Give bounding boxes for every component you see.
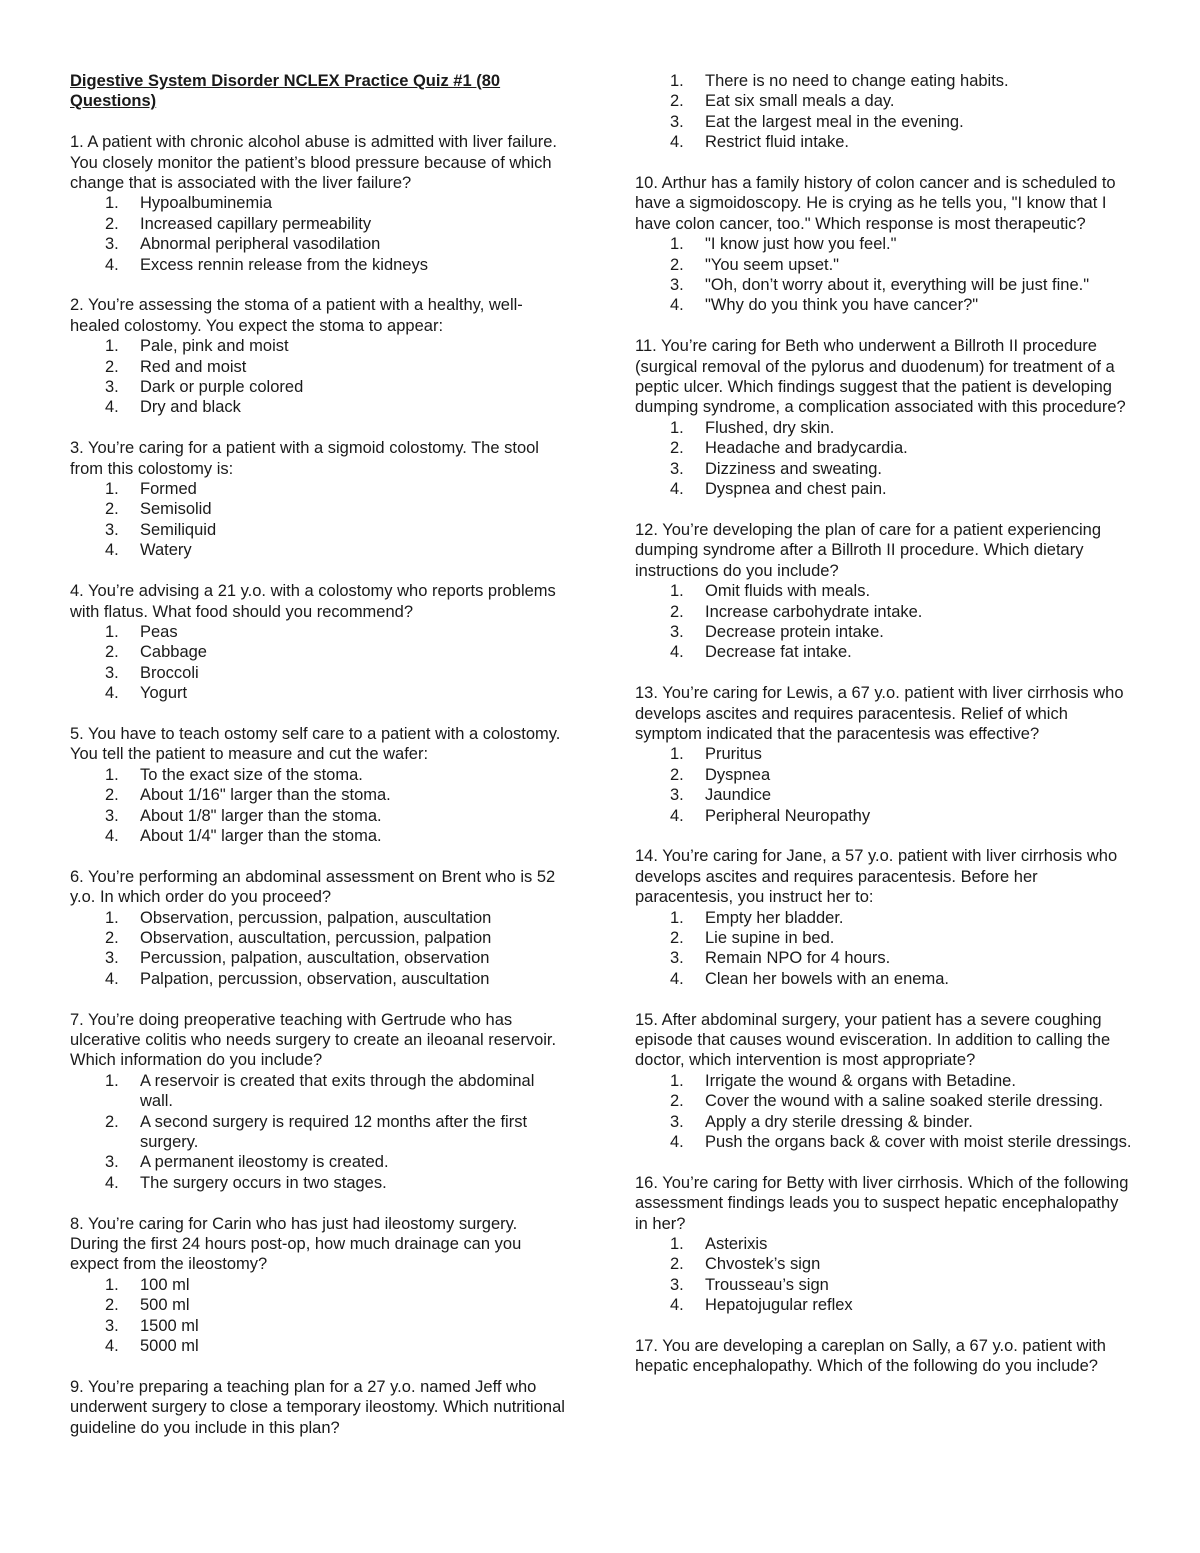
option-number: 2. <box>105 1112 119 1131</box>
option-text: Peripheral Neuropathy <box>705 806 871 825</box>
answer-option <box>70 1295 570 1315</box>
answer-option <box>70 1152 570 1172</box>
option-text: Observation, auscultation, percussion, palpation <box>140 928 492 947</box>
answer-option <box>635 132 1135 152</box>
option-number: 2. <box>670 92 684 111</box>
question-stem: 13. You’re caring for Lewis, a 67 y.o. patient with liver cirrhosis who develops ascites and requires paracentesis. Relief of which symptom indicated that the paracentesis was effective? <box>635 684 1124 743</box>
left-question-list <box>70 132 570 1438</box>
option-text: 500 ml <box>140 1296 190 1315</box>
option-text: Peas <box>140 622 178 641</box>
option-text: Trousseau’s sign <box>705 1275 829 1294</box>
question-stem: 17. You are developing a careplan on Sally, a 67 y.o. patient with hepatic encephalopathy. Which of the following do you include? <box>635 1337 1106 1376</box>
option-text: Cover the wound with a saline soaked sterile dressing. <box>705 1092 1104 1111</box>
option-number: 1. <box>105 622 119 641</box>
option-number: 2. <box>105 500 119 519</box>
question-block <box>70 132 570 275</box>
answer-options <box>70 1071 570 1193</box>
option-number: 1. <box>670 745 684 764</box>
option-text: Lie supine in bed. <box>705 928 835 947</box>
option-number: 4. <box>670 1133 684 1152</box>
option-number: 1. <box>105 1071 119 1090</box>
answer-option <box>70 806 570 826</box>
option-text: About 1/4" larger than the stoma. <box>140 826 382 845</box>
right-column <box>635 71 1135 1397</box>
option-number: 1. <box>105 194 119 213</box>
answer-option <box>635 969 1135 989</box>
option-number: 4. <box>105 1173 119 1192</box>
option-number: 4. <box>670 643 684 662</box>
option-number: 4. <box>670 480 684 499</box>
option-text: 100 ml <box>140 1275 190 1294</box>
answer-option <box>70 785 570 805</box>
option-text: Decrease protein intake. <box>705 622 884 641</box>
option-number: 2. <box>105 928 119 947</box>
answer-option <box>70 663 570 683</box>
answer-option <box>635 581 1135 601</box>
answer-option <box>70 540 570 560</box>
question-block <box>635 71 1135 153</box>
option-number: 1. <box>670 235 684 254</box>
answer-option <box>635 91 1135 111</box>
answer-options <box>635 581 1135 663</box>
option-text: Empty her bladder. <box>705 908 844 927</box>
question-stem: 2. You’re assessing the stoma of a patient with a healthy, well-healed colostomy. You expect the stoma to appear: <box>70 296 523 335</box>
option-number: 3. <box>105 378 119 397</box>
option-number: 1. <box>670 1235 684 1254</box>
answer-option <box>635 295 1135 315</box>
option-number: 1. <box>105 480 119 499</box>
option-text: Dyspnea <box>705 765 771 784</box>
question-stem: 3. You’re caring for a patient with a sigmoid colostomy. The stool from this colostomy is: <box>70 439 539 478</box>
answer-option <box>635 1132 1135 1152</box>
option-text: Clean her bowels with an enema. <box>705 969 949 988</box>
answer-options <box>70 336 570 418</box>
option-number: 1. <box>670 1071 684 1090</box>
answer-option <box>635 459 1135 479</box>
option-text: Dyspnea and chest pain. <box>705 480 887 499</box>
option-text: A second surgery is required 12 months after the first surgery. <box>140 1112 528 1152</box>
question-stem: 4. You’re advising a 21 y.o. with a colostomy who reports problems with flatus. What food should you recommend? <box>70 582 556 621</box>
option-number: 3. <box>670 1275 684 1294</box>
option-text: Push the organs back & cover with moist sterile dressings. <box>705 1133 1132 1152</box>
answer-option <box>70 1112 570 1153</box>
option-number: 1. <box>670 72 684 90</box>
answer-option <box>635 1091 1135 1111</box>
question-stem: 9. You’re preparing a teaching plan for a 27 y.o. named Jeff who underwent surgery to close a temporary ileostomy. Which nutritional guideline do you include in this plan? <box>70 1377 565 1437</box>
answer-option <box>635 1234 1135 1254</box>
answer-options <box>635 234 1135 316</box>
option-number: 1. <box>670 418 684 437</box>
option-text: "I know just how you feel." <box>705 235 897 254</box>
answer-option <box>70 193 570 213</box>
answer-option <box>70 948 570 968</box>
answer-option <box>635 806 1135 826</box>
option-text: Semiliquid <box>140 520 217 539</box>
option-number: 2. <box>670 1255 684 1274</box>
answer-option <box>635 1295 1135 1315</box>
answer-option <box>70 234 570 254</box>
option-text: There is no need to change eating habits. <box>705 72 1009 90</box>
answer-option <box>635 112 1135 132</box>
option-text: Red and moist <box>140 357 247 376</box>
answer-options <box>70 1275 570 1357</box>
question-block <box>70 1377 570 1438</box>
option-number: 2. <box>105 357 119 376</box>
question-block <box>635 1010 1135 1153</box>
answer-option <box>70 1275 570 1295</box>
question-stem: 12. You’re developing the plan of care for a patient experiencing dumping syndrome after a Billroth II procedure. Which dietary instructions do you include? <box>635 520 1102 580</box>
answer-option <box>635 622 1135 642</box>
option-number: 1. <box>105 908 119 927</box>
answer-option <box>70 377 570 397</box>
answer-option <box>635 744 1135 764</box>
option-text: A permanent ileostomy is created. <box>140 1153 389 1172</box>
answer-option <box>635 255 1135 275</box>
option-text: Semisolid <box>140 500 212 519</box>
answer-options <box>635 1071 1135 1153</box>
answer-option <box>635 438 1135 458</box>
answer-option <box>635 765 1135 785</box>
answer-options <box>635 744 1135 826</box>
answer-options <box>635 1234 1135 1316</box>
question-stem: 10. Arthur has a family history of colon cancer and is scheduled to have a sigmoidoscopy. He is crying as he tells you, "I know that I have colon cancer, too." Which response is most therapeutic? <box>635 174 1116 233</box>
option-text: Dark or purple colored <box>140 378 304 397</box>
question-block <box>635 173 1135 316</box>
option-number: 4. <box>670 296 684 315</box>
question-stem: 16. You’re caring for Betty with liver cirrhosis. Which of the following assessment findings leads you to suspect hepatic encephalopathy in her? <box>635 1173 1129 1233</box>
option-number: 4. <box>105 826 119 845</box>
option-number: 3. <box>670 949 684 968</box>
question-stem: 6. You’re performing an abdominal assessment on Brent who is 52 y.o. In which order do you proceed? <box>70 867 556 907</box>
answer-option <box>70 1316 570 1336</box>
option-text: Increase carbohydrate intake. <box>705 602 923 621</box>
option-number: 4. <box>105 1337 119 1356</box>
answer-option <box>70 928 570 948</box>
option-text: Flushed, dry skin. <box>705 418 835 437</box>
option-text: Percussion, palpation, auscultation, observation <box>140 949 490 968</box>
option-number: 2. <box>105 643 119 662</box>
question-block <box>70 724 570 846</box>
option-number: 2. <box>670 1092 684 1111</box>
option-number: 4. <box>105 969 119 988</box>
answer-option <box>635 1071 1135 1091</box>
answer-option <box>635 602 1135 622</box>
option-number: 1. <box>105 1275 119 1294</box>
option-number: 4. <box>105 684 119 703</box>
option-number: 2. <box>670 439 684 458</box>
option-text: Decrease fat intake. <box>705 643 852 662</box>
answer-option <box>635 71 1135 91</box>
question-block <box>635 520 1135 663</box>
option-number: 2. <box>670 255 684 274</box>
question-stem: 5. You have to teach ostomy self care to a patient with a colostomy. You tell the patient to measure and cut the wafer: <box>70 724 561 764</box>
answer-option <box>635 642 1135 662</box>
question-stem: 8. You’re caring for Carin who has just had ileostomy surgery. During the first 24 hours post-op, how much drainage can you expect from the ileostomy? <box>70 1214 522 1274</box>
option-text: Headache and bradycardia. <box>705 439 908 458</box>
answer-options <box>635 908 1135 990</box>
question-block <box>635 1173 1135 1316</box>
question-block <box>635 846 1135 989</box>
answer-option <box>70 683 570 703</box>
answer-option <box>70 642 570 662</box>
answer-option <box>70 826 570 846</box>
answer-options <box>635 71 1135 153</box>
option-number: 3. <box>105 949 119 968</box>
answer-option <box>70 214 570 234</box>
right-question-list <box>635 71 1135 1377</box>
answer-option <box>70 397 570 417</box>
option-text: Chvostek’s sign <box>705 1255 821 1274</box>
option-text: Abnormal peripheral vasodilation <box>140 235 381 254</box>
option-text: Pruritus <box>705 745 762 764</box>
option-text: Dizziness and sweating. <box>705 459 883 478</box>
option-number: 3. <box>670 112 684 131</box>
answer-options <box>70 622 570 704</box>
option-number: 3. <box>105 1316 119 1335</box>
answer-options <box>70 479 570 561</box>
option-number: 3. <box>105 806 119 825</box>
option-text: 1500 ml <box>140 1316 199 1335</box>
option-text: Remain NPO for 4 hours. <box>705 949 891 968</box>
option-text: A reservoir is created that exits through the abdominal wall. <box>140 1071 535 1111</box>
document-title: Digestive System Disorder NCLEX Practice Quiz #1 (80 Questions) <box>70 72 501 111</box>
option-text: Hepatojugular reflex <box>705 1296 853 1315</box>
option-number: 3. <box>670 622 684 641</box>
answer-options <box>70 193 570 275</box>
option-number: 4. <box>670 806 684 825</box>
answer-option <box>70 1336 570 1356</box>
answer-option <box>70 908 570 928</box>
answer-option <box>635 275 1135 295</box>
option-number: 1. <box>670 908 684 927</box>
option-text: "You seem upset." <box>705 255 840 274</box>
answer-option <box>70 255 570 275</box>
question-block <box>635 1336 1135 1377</box>
answer-option <box>635 1112 1135 1132</box>
option-text: Jaundice <box>705 786 772 805</box>
option-text: Formed <box>140 480 197 499</box>
option-number: 4. <box>105 255 119 274</box>
answer-option <box>635 479 1135 499</box>
question-block <box>70 438 570 560</box>
option-text: Watery <box>140 541 192 560</box>
option-text: Pale, pink and moist <box>140 337 289 356</box>
option-number: 2. <box>105 1296 119 1315</box>
question-stem: 14. You’re caring for Jane, a 57 y.o. patient with liver cirrhosis who develops ascites and requires paracentesis. Before her paracentesis, you instruct her to: <box>635 847 1118 907</box>
option-text: Apply a dry sterile dressing & binder. <box>705 1112 973 1131</box>
question-block <box>70 295 570 417</box>
answer-options <box>635 418 1135 500</box>
option-text: Observation, percussion, palpation, auscultation <box>140 908 492 927</box>
left-column <box>70 71 570 1458</box>
option-number: 3. <box>105 1153 119 1172</box>
option-text: Yogurt <box>140 684 188 703</box>
option-number: 3. <box>670 459 684 478</box>
question-block <box>70 867 570 989</box>
question-block <box>70 581 570 703</box>
option-number: 1. <box>670 582 684 601</box>
option-text: Hypoalbuminemia <box>140 194 273 213</box>
answer-option <box>70 1071 570 1112</box>
option-number: 2. <box>105 214 119 233</box>
option-text: "Oh, don’t worry about it, everything will be just fine." <box>705 276 1090 295</box>
option-number: 3. <box>670 1112 684 1131</box>
answer-option <box>70 336 570 356</box>
answer-option <box>70 520 570 540</box>
question-block <box>70 1010 570 1194</box>
option-number: 4. <box>670 969 684 988</box>
option-text: Eat six small meals a day. <box>705 92 895 111</box>
question-block <box>635 336 1135 499</box>
answer-option <box>70 765 570 785</box>
option-number: 3. <box>105 663 119 682</box>
option-text: Dry and black <box>140 398 241 417</box>
option-text: Restrict fluid intake. <box>705 133 849 152</box>
option-number: 3. <box>105 520 119 539</box>
question-stem: 1. A patient with chronic alcohol abuse is admitted with liver failure. You closely monitor the patient’s blood pressure because of which change that is associated with the liver failure? <box>70 133 558 193</box>
option-text: The surgery occurs in two stages. <box>140 1173 387 1192</box>
option-text: Palpation, percussion, observation, auscultation <box>140 969 490 988</box>
answer-option <box>635 1275 1135 1295</box>
option-number: 2. <box>670 928 684 947</box>
answer-option <box>635 928 1135 948</box>
option-text: 5000 ml <box>140 1337 199 1356</box>
option-text: Omit fluids with meals. <box>705 582 871 601</box>
option-text: Broccoli <box>140 663 199 682</box>
option-number: 4. <box>105 541 119 560</box>
answer-option <box>70 499 570 519</box>
option-text: Excess rennin release from the kidneys <box>140 255 428 274</box>
answer-option <box>635 785 1135 805</box>
option-number: 3. <box>670 786 684 805</box>
question-stem: 7. You’re doing preoperative teaching with Gertrude who has ulcerative colitis who needs surgery to create an ileoanal reservoir. Which information do you include? <box>70 1010 557 1070</box>
option-text: Cabbage <box>140 643 207 662</box>
option-number: 1. <box>105 337 119 356</box>
option-number: 3. <box>105 235 119 254</box>
option-text: Asterixis <box>705 1235 768 1254</box>
option-number: 4. <box>670 1296 684 1315</box>
option-number: 3. <box>670 276 684 295</box>
option-text: Irrigate the wound & organs with Betadine. <box>705 1071 1016 1090</box>
option-number: 2. <box>670 765 684 784</box>
answer-options <box>70 765 570 847</box>
answer-option <box>635 418 1135 438</box>
answer-option <box>635 908 1135 928</box>
option-text: About 1/16" larger than the stoma. <box>140 786 391 805</box>
answer-option <box>70 622 570 642</box>
answer-option <box>70 479 570 499</box>
option-text: "Why do you think you have cancer?" <box>705 296 979 315</box>
question-block <box>70 1214 570 1357</box>
option-number: 2. <box>105 786 119 805</box>
question-stem: 15. After abdominal surgery, your patient has a severe coughing episode that causes wound evisceration. In addition to calling the doctor, which intervention is most appropriate? <box>635 1010 1111 1070</box>
answer-options <box>70 908 570 990</box>
option-text: About 1/8" larger than the stoma. <box>140 806 382 825</box>
option-number: 2. <box>670 602 684 621</box>
answer-option <box>635 1254 1135 1274</box>
option-text: Increased capillary permeability <box>140 214 372 233</box>
answer-option <box>635 948 1135 968</box>
answer-option <box>70 357 570 377</box>
answer-option <box>635 234 1135 254</box>
answer-option <box>70 1173 570 1193</box>
option-text: To the exact size of the stoma. <box>140 765 363 784</box>
option-number: 1. <box>105 765 119 784</box>
option-text: Eat the largest meal in the evening. <box>705 112 964 131</box>
option-number: 4. <box>105 398 119 417</box>
question-stem: 11. You’re caring for Beth who underwent a Billroth II procedure (surgical removal of the pylorus and duodenum) for treatment of a peptic ulcer. Which findings suggest that the patient is developing dumping syndrome, a complication associated with this procedure? <box>635 337 1126 417</box>
option-number: 4. <box>670 133 684 152</box>
answer-option <box>70 969 570 989</box>
question-block <box>635 683 1135 826</box>
